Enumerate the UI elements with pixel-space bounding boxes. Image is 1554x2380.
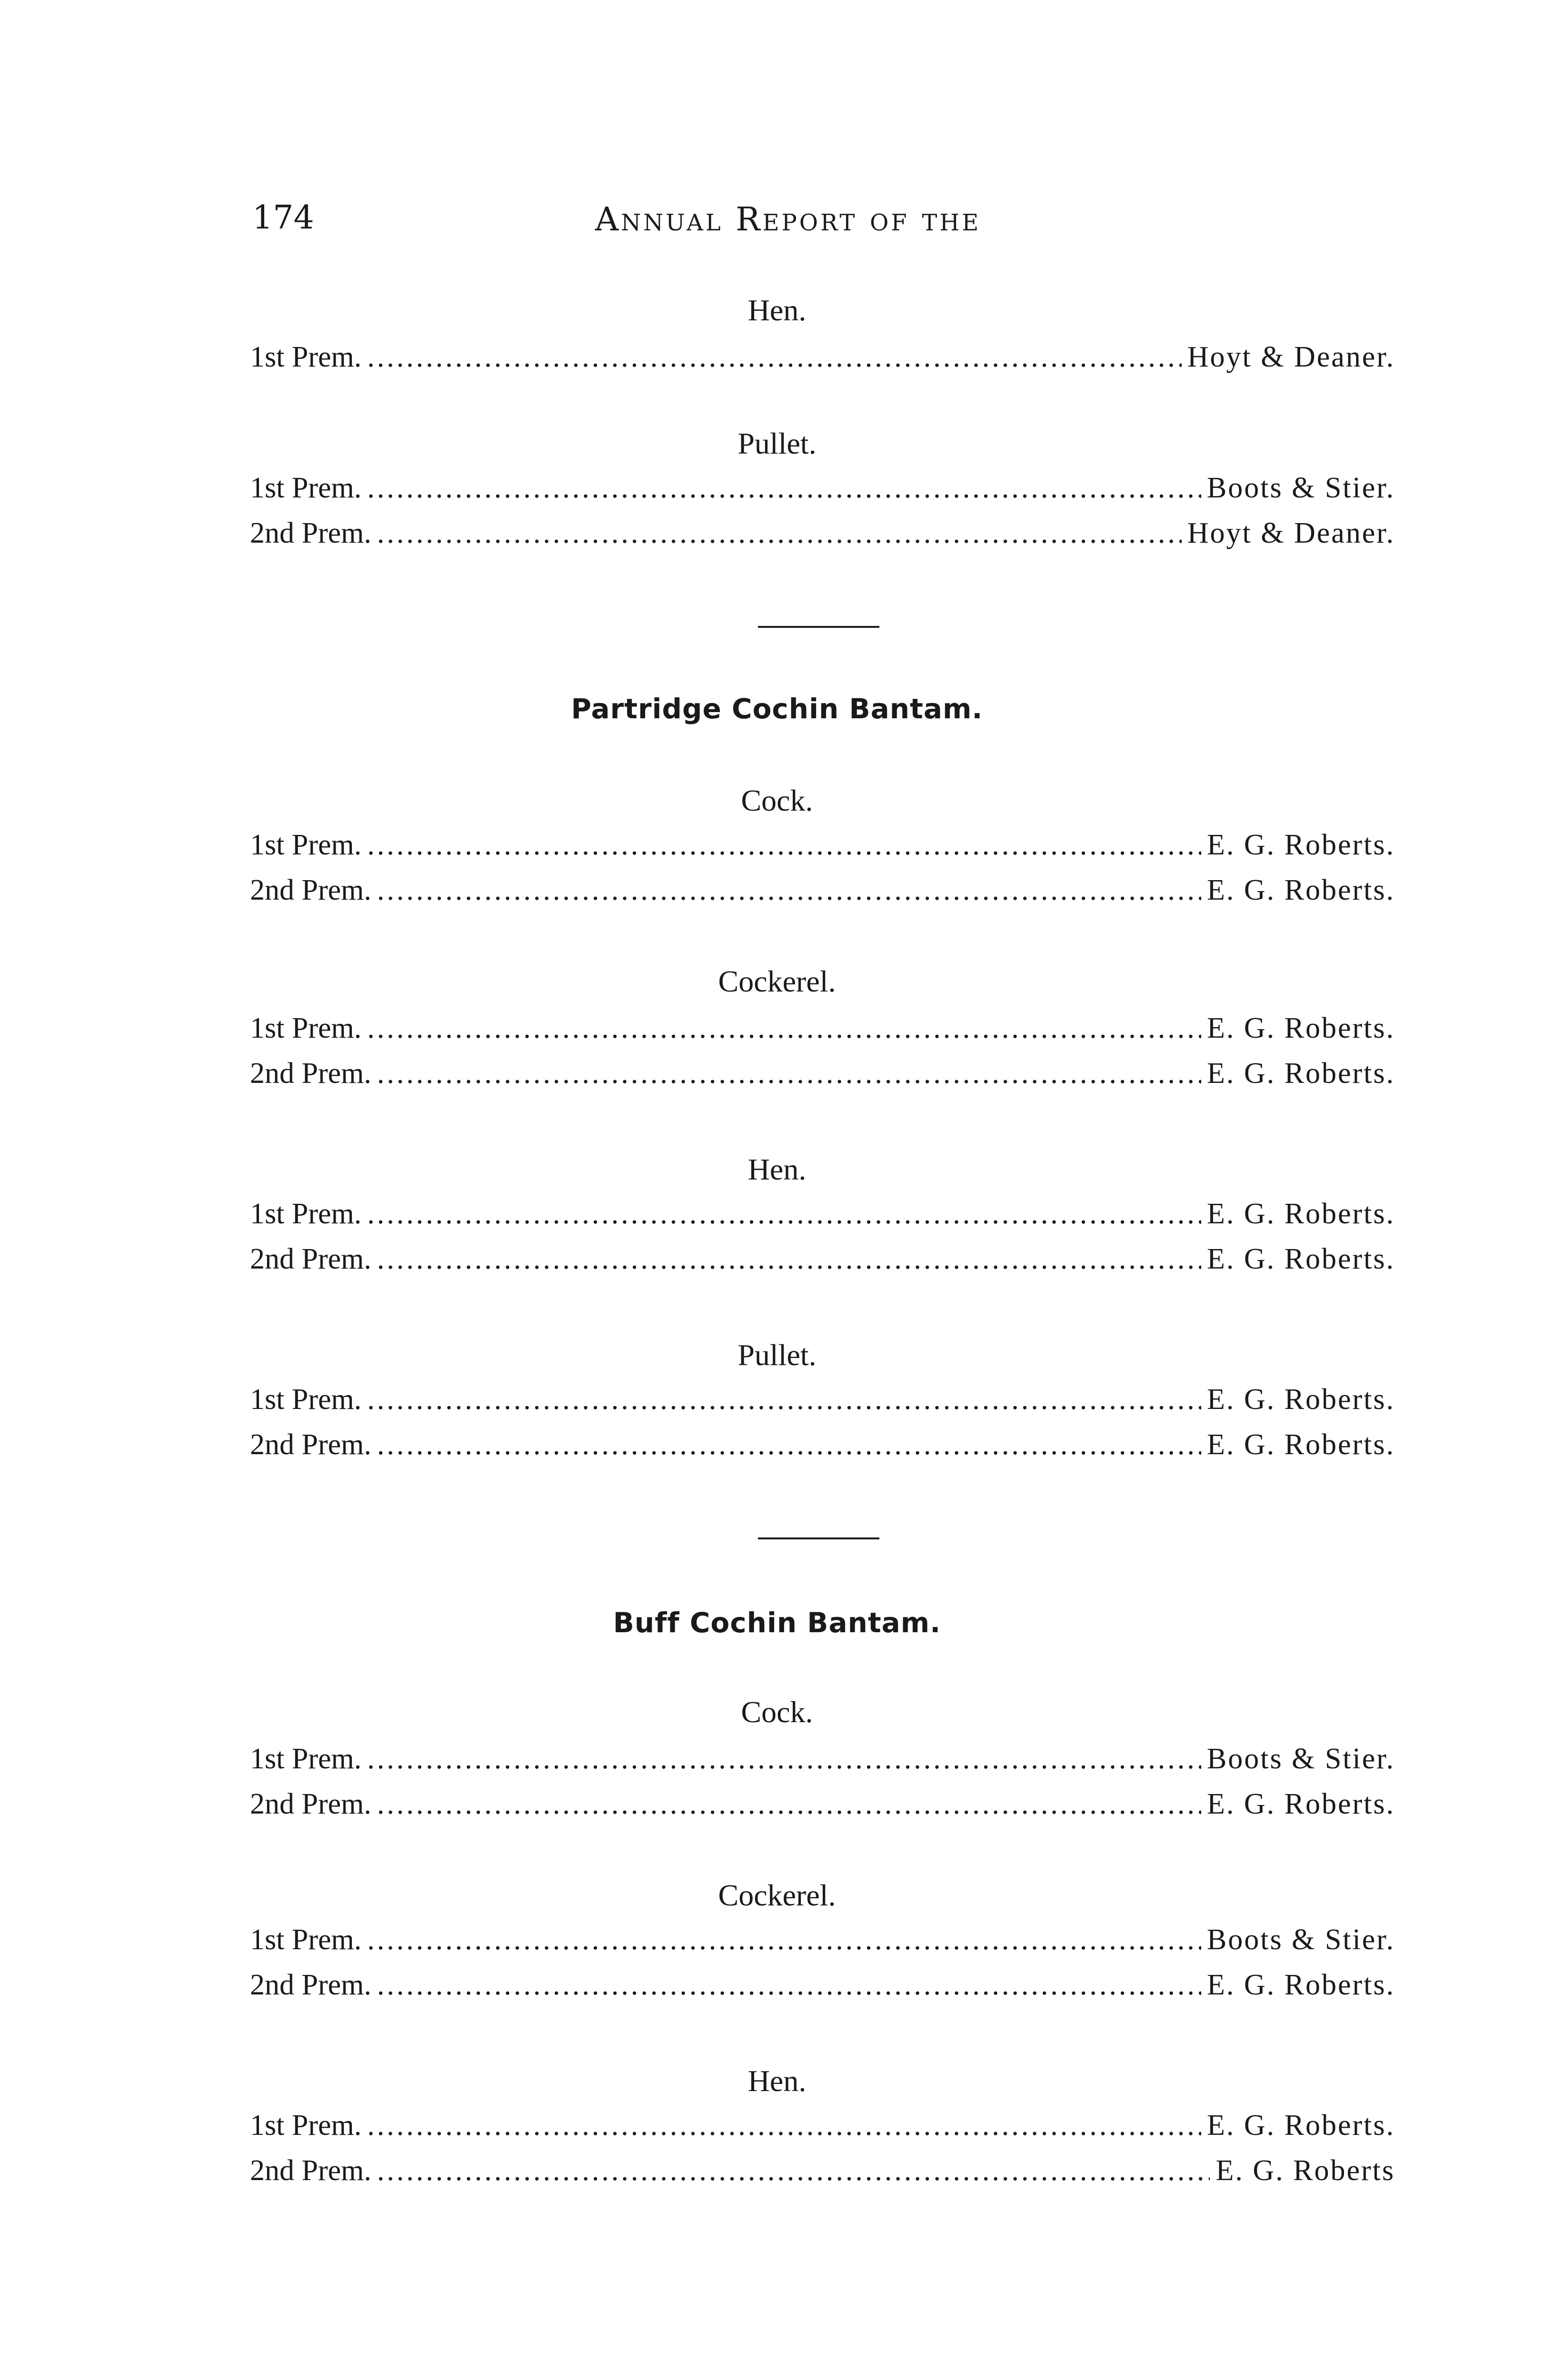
exhibitor-name: E. G. Roberts. bbox=[1206, 1057, 1395, 1090]
class-heading-cock: Cock. bbox=[741, 783, 813, 817]
dot-leader bbox=[377, 1428, 1201, 1462]
exhibitor-name: E. G. Roberts. bbox=[1206, 874, 1395, 906]
award-row bbox=[250, 1968, 1395, 2009]
dot-leader bbox=[377, 1057, 1201, 1091]
exhibitor-name: E. G. Roberts. bbox=[1206, 1012, 1395, 1044]
award-row bbox=[250, 1742, 1395, 1783]
exhibitor-name: Hoyt & Deaner. bbox=[1187, 341, 1395, 373]
premium-label: 2nd Prem. bbox=[250, 517, 371, 549]
section-title: Partridge Cochin Bantam. bbox=[571, 693, 983, 725]
dot-leader bbox=[377, 516, 1182, 550]
exhibitor-name: Boots & Stier. bbox=[1206, 472, 1395, 504]
award-row bbox=[250, 1197, 1395, 1238]
class-heading-cockerel: Cockerel. bbox=[718, 964, 836, 998]
award-row bbox=[250, 1057, 1395, 1098]
exhibitor-name: E. G. Roberts. bbox=[1206, 1198, 1395, 1230]
premium-label: 1st Prem. bbox=[250, 2109, 362, 2142]
class-heading-hen: Hen. bbox=[747, 293, 807, 327]
award-row bbox=[250, 1242, 1395, 1283]
premium-label: 2nd Prem. bbox=[250, 1243, 371, 1275]
dot-leader bbox=[377, 1787, 1201, 1821]
award-row bbox=[250, 340, 1395, 381]
premium-label: 1st Prem. bbox=[250, 341, 362, 373]
running-head: Annual Report of the bbox=[595, 201, 981, 238]
dot-leader bbox=[367, 1923, 1201, 1957]
exhibitor-name: E. G. Roberts. bbox=[1206, 1383, 1395, 1416]
page-number: 174 bbox=[252, 199, 314, 237]
premium-label: 2nd Prem. bbox=[250, 1057, 371, 1090]
premium-label: 1st Prem. bbox=[250, 1198, 362, 1230]
exhibitor-name: Boots & Stier. bbox=[1206, 1924, 1395, 1956]
exhibitor-name: E. G. Roberts bbox=[1215, 2154, 1395, 2187]
dot-leader bbox=[367, 1742, 1201, 1776]
exhibitor-name: E. G. Roberts. bbox=[1206, 1969, 1395, 2001]
exhibitor-name: Boots & Stier. bbox=[1206, 1743, 1395, 1775]
award-row bbox=[250, 2109, 1395, 2150]
exhibitor-name: E. G. Roberts. bbox=[1206, 2109, 1395, 2142]
award-row bbox=[250, 1012, 1395, 1052]
section-divider bbox=[758, 1537, 879, 1539]
premium-label: 2nd Prem. bbox=[250, 2154, 371, 2187]
award-row bbox=[250, 1923, 1395, 1964]
premium-label: 1st Prem. bbox=[250, 1383, 362, 1416]
exhibitor-name: E. G. Roberts. bbox=[1206, 829, 1395, 861]
premium-label: 1st Prem. bbox=[250, 1924, 362, 1956]
dot-leader bbox=[367, 1012, 1201, 1045]
class-heading-hen: Hen. bbox=[747, 1152, 807, 1186]
exhibitor-name: E. G. Roberts. bbox=[1206, 1428, 1395, 1461]
page-header bbox=[252, 199, 1395, 242]
premium-label: 1st Prem. bbox=[250, 472, 362, 504]
award-row bbox=[250, 516, 1395, 557]
dot-leader bbox=[367, 828, 1201, 862]
dot-leader bbox=[367, 2109, 1201, 2142]
dot-leader bbox=[377, 1242, 1201, 1276]
dot-leader bbox=[377, 1968, 1201, 2002]
premium-label: 2nd Prem. bbox=[250, 874, 371, 906]
class-heading-pullet: Pullet. bbox=[737, 1338, 817, 1372]
award-row bbox=[250, 1787, 1395, 1828]
class-heading-cockerel: Cockerel. bbox=[718, 1878, 836, 1912]
award-row bbox=[250, 471, 1395, 512]
premium-label: 1st Prem. bbox=[250, 829, 362, 861]
class-heading-hen: Hen. bbox=[747, 2064, 807, 2098]
class-heading-cock: Cock. bbox=[741, 1695, 813, 1729]
premium-label: 2nd Prem. bbox=[250, 1428, 371, 1461]
award-row bbox=[250, 1383, 1395, 1424]
dot-leader bbox=[367, 471, 1201, 505]
premium-label: 2nd Prem. bbox=[250, 1969, 371, 2001]
premium-label: 1st Prem. bbox=[250, 1743, 362, 1775]
award-row bbox=[250, 2154, 1395, 2195]
dot-leader bbox=[377, 873, 1201, 907]
award-row bbox=[250, 873, 1395, 914]
exhibitor-name: E. G. Roberts. bbox=[1206, 1243, 1395, 1275]
award-row bbox=[250, 828, 1395, 869]
exhibitor-name: E. G. Roberts. bbox=[1206, 1788, 1395, 1820]
premium-label: 1st Prem. bbox=[250, 1012, 362, 1044]
dot-leader bbox=[377, 2154, 1210, 2188]
premium-label: 2nd Prem. bbox=[250, 1788, 371, 1820]
section-title: Buff Cochin Bantam. bbox=[613, 1606, 941, 1639]
class-heading-pullet: Pullet. bbox=[737, 426, 817, 460]
dot-leader bbox=[367, 340, 1181, 374]
award-row bbox=[250, 1428, 1395, 1469]
dot-leader bbox=[367, 1383, 1201, 1417]
exhibitor-name: Hoyt & Deaner. bbox=[1187, 517, 1395, 549]
section-divider bbox=[758, 626, 879, 628]
dot-leader bbox=[367, 1197, 1201, 1231]
